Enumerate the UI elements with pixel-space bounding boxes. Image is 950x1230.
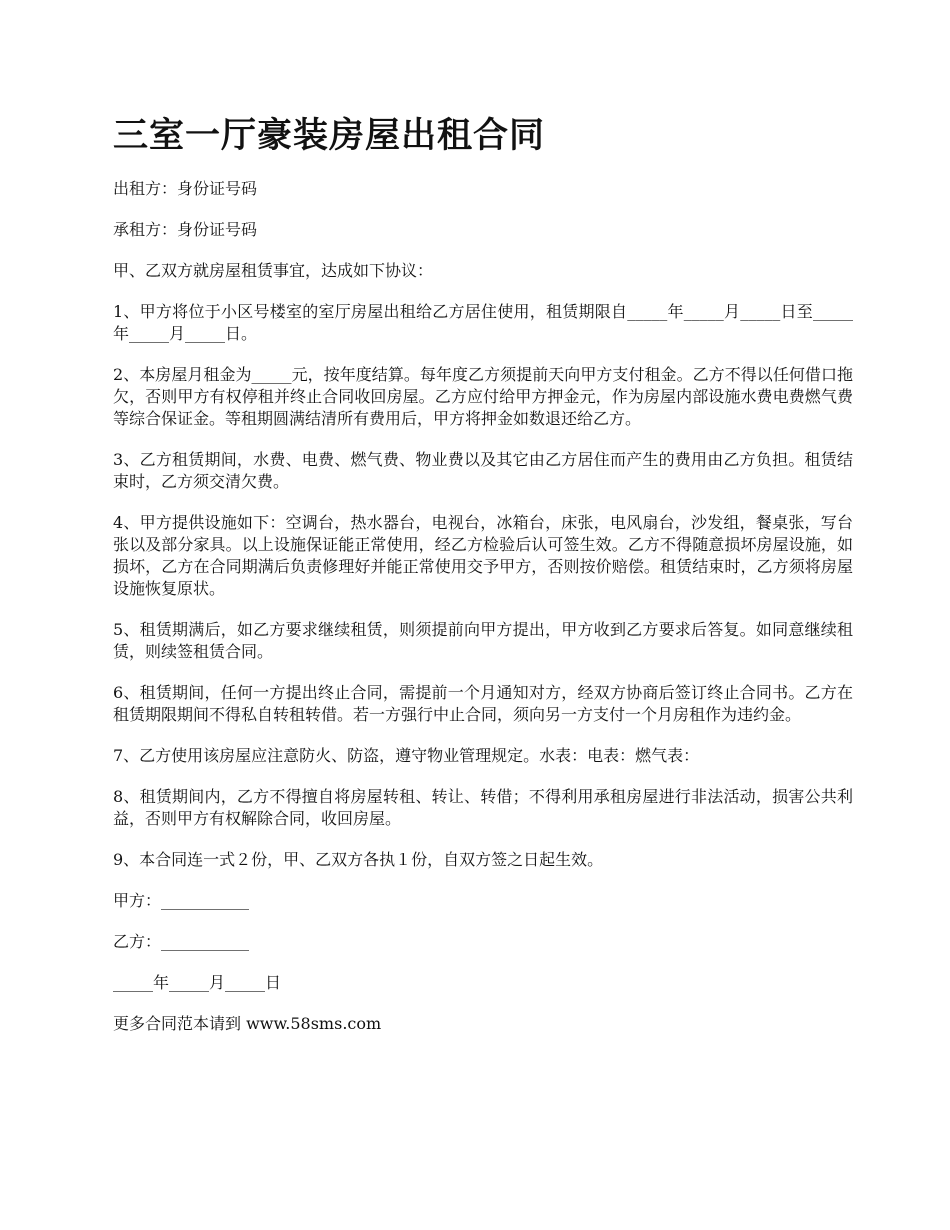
party-b-signature: 乙方：___________ bbox=[113, 932, 250, 951]
clause-6: 6、租赁期间，任何一方提出终止合同，需提前一个月通知对方，经双方协商后签订终止合同书。乙方在租赁期限期间不得私自转租转借。若一方强行中止合同，须向另一方支付一个月房租作为违约金。 bbox=[113, 683, 853, 724]
clause-5: 5、租赁期满后，如乙方要求继续租赁，则须提前向甲方提出，甲方收到乙方要求后答复。如同意继续租赁，则续签租赁合同。 bbox=[113, 620, 853, 661]
footer-note: 更多合同范本请到 www.58sms.com bbox=[113, 1014, 382, 1033]
clause-4: 4、甲方提供设施如下：空调台，热水器台，电视台，冰箱台，床张，电风扇台，沙发组，餐桌张，写台张以及部分家具。以上设施保证能正常使用，经乙方检验后认可签生效。乙方不得随意损坏房屋设施，如损坏，乙方在合同期满后负责修理好并能正常使用交予甲方，否则按价赔偿。租赁结束时，乙方须将房屋设施恢复原状。 bbox=[113, 513, 853, 598]
clause-2: 2、本房屋月租金为_____元，按年度结算。每年度乙方须提前天向甲方支付租金。乙方不得以任何借口拖欠，否则甲方有权停租并终止合同收回房屋。乙方应付给甲方押金元，作为房屋内部设施水费电费燃气费等综合保证金。等租期圆满结清所有费用后，甲方将押金如数退还给乙方。 bbox=[113, 365, 853, 428]
lessor-line: 出租方：身份证号码 bbox=[113, 179, 258, 198]
contract-page bbox=[113, 112, 853, 1054]
clause-1: 1、甲方将位于小区号楼室的室厅房屋出租给乙方居住使用，租赁期限自_____年_____月_____日至_____年_____月_____日。 bbox=[113, 302, 853, 343]
lessee-line: 承租方：身份证号码 bbox=[113, 220, 258, 239]
clause-3: 3、乙方租赁期间，水费、电费、燃气费、物业费以及其它由乙方居住而产生的费用由乙方负担。租赁结束时，乙方须交清欠费。 bbox=[113, 450, 853, 491]
signing-date: _____年_____月_____日 bbox=[113, 973, 282, 992]
document-title: 三室一厅豪装房屋出租合同 bbox=[113, 116, 546, 156]
clause-7: 7、乙方使用该房屋应注意防火、防盗，遵守物业管理规定。水表：电表：燃气表： bbox=[113, 746, 700, 765]
intro-paragraph: 甲、乙双方就房屋租赁事宜，达成如下协议： bbox=[113, 261, 434, 280]
clause-8: 8、租赁期间内，乙方不得擅自将房屋转租、转让、转借；不得利用承租房屋进行非法活动，损害公共利益，否则甲方有权解除合同，收回房屋。 bbox=[113, 787, 853, 828]
clause-9: 9、本合同连一式２份，甲、乙双方各执１份，自双方签之日起生效。 bbox=[113, 850, 604, 869]
party-a-signature: 甲方：___________ bbox=[113, 891, 250, 910]
